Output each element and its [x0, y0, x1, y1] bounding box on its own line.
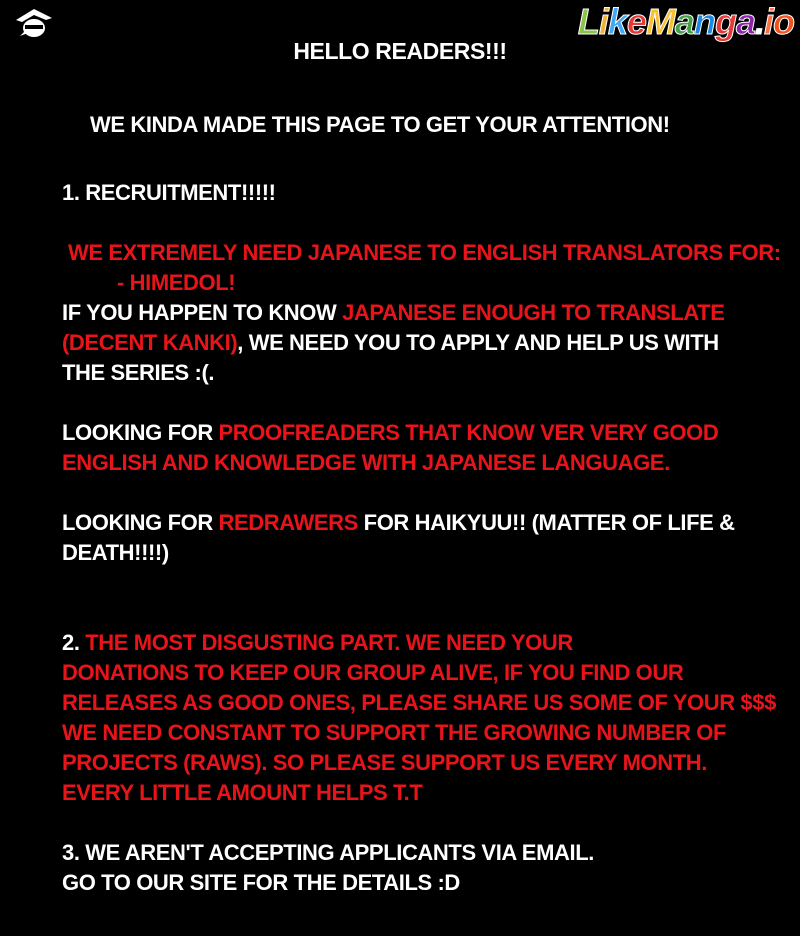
intro-text: WE KINDA MADE THIS PAGE TO GET YOUR ATTENTION!: [90, 112, 670, 137]
apply-line2-red: (DECENT KANKI): [62, 330, 238, 355]
section1-title: 1. RECRUITMENT!!!!!: [62, 180, 276, 205]
redraw-line1: [62, 508, 735, 538]
redraw-line2: DEATH!!!!): [62, 540, 169, 565]
redraw-line1-white: LOOKING FOR: [62, 510, 219, 535]
watermark-letter: a: [735, 1, 755, 42]
redraw-line1-red: REDRAWERS: [218, 510, 358, 535]
donation-line1-text: THE MOST DISGUSTING PART. WE NEED YOUR: [85, 630, 573, 655]
apply-line2-white: , WE NEED YOU TO APPLY AND HELP US WITH: [237, 330, 719, 355]
watermark-letter: .: [754, 1, 764, 42]
watermark-letter: k: [607, 1, 627, 42]
donation-line2: DONATIONS TO KEEP OUR GROUP ALIVE, IF YOU FIND OUR: [62, 660, 684, 685]
watermark-letter: i: [598, 1, 608, 42]
watermark-letter: L: [577, 1, 599, 42]
donation-line4: WE NEED CONSTANT TO SUPPORT THE GROWING NUMBER OF: [62, 720, 727, 745]
redraw-line1-white-end: FOR HAIKYUU!! (MATTER OF LIFE &: [357, 510, 735, 535]
page-heading: HELLO READERS!!!: [293, 38, 507, 64]
proof-line1-white: LOOKING FOR: [62, 420, 219, 445]
translators-line1: WE EXTREMELY NEED JAPANESE TO ENGLISH TRANSLATORS FOR:: [68, 240, 781, 265]
translators-line2: - HIMEDOL!: [117, 270, 236, 295]
watermark-letter: i: [763, 1, 773, 42]
proof-line1: [62, 418, 718, 448]
watermark-letter: n: [693, 1, 715, 42]
watermark-letter: o: [773, 1, 794, 42]
apply-line1-red: JAPANESE ENOUGH TO TRANSLATE: [342, 300, 725, 325]
donation-line3: RELEASES AS GOOD ONES, PLEASE SHARE US SOME OF YOUR $$$: [62, 690, 776, 715]
apply-line1: [62, 298, 725, 328]
email-notice-line1: 3. WE AREN'T ACCEPTING APPLICANTS VIA EMAIL.: [62, 840, 594, 865]
section2-number: 2.: [62, 630, 86, 655]
watermark-letter: g: [714, 1, 736, 42]
proof-line2: ENGLISH AND KNOWLEDGE WITH JAPANESE LANGUAGE.: [62, 450, 670, 475]
watermark-letter: a: [674, 1, 694, 42]
apply-line1-white: IF YOU HAPPEN TO KNOW: [62, 300, 343, 325]
watermark-letter: M: [645, 1, 675, 42]
proof-line1-red: PROOFREADERS THAT KNOW VER VERY GOOD: [218, 420, 719, 445]
ninja-head-icon: [12, 6, 56, 40]
donation-line1: [62, 628, 573, 658]
email-notice-line2: GO TO OUR SITE FOR THE DETAILS :D: [62, 870, 460, 895]
donation-line5: PROJECTS (RAWS). SO PLEASE SUPPORT US EVERY MONTH.: [62, 750, 707, 775]
donation-line6: EVERY LITTLE AMOUNT HELPS T.T: [62, 780, 423, 805]
apply-line2: [62, 328, 719, 358]
apply-line3: THE SERIES :(.: [62, 360, 215, 385]
watermark-letter: e: [626, 1, 646, 42]
